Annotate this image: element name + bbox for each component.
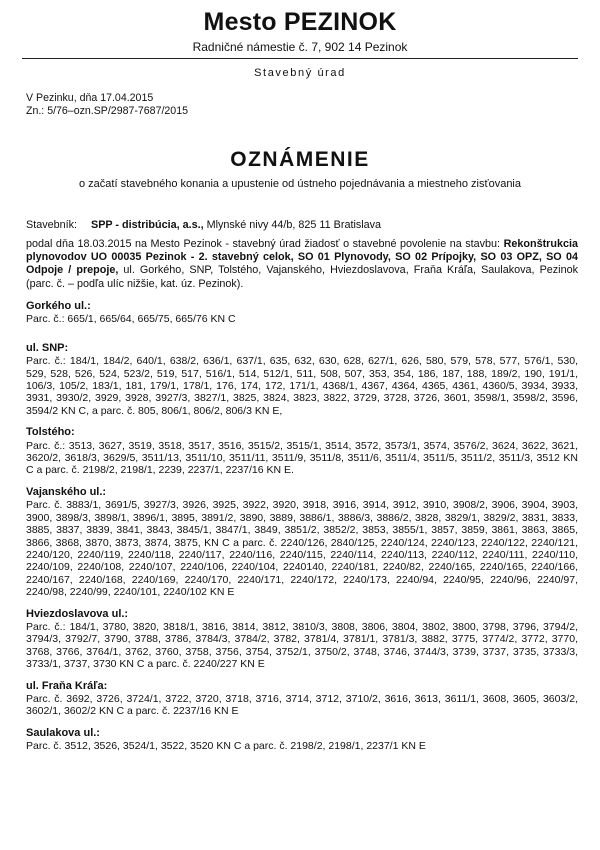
reference-number: Zn.: 5/76–ozn.SP/2987-7687/2015 [26,105,188,117]
section-snp [26,342,578,417]
section-body: Parc. č.: 3513, 3627, 3519, 3518, 3517, 3516, 3515/2, 3515/1, 3514, 3572, 3573/1, 3574, 3576/2, 3624, 3622, 3621, 3620/2, 3618/3, 3629/5, 3511/13, 3511/10, 3511/11, 3511/9, 3511/8, 3511/6, 3511/4, 3511/5, 3511/2, 3511/3, 3512 KN C a parc. č. 2198/2, 2198/1, 2239, 2237/1, 2237/16 KN E. [26,439,578,477]
section-vajanskeho [26,486,578,599]
section-heading: ul. Fraňa Kráľa: [26,679,108,692]
section-heading: Tolstého: [26,426,75,439]
section-heading: Gorkého ul.: [26,300,91,312]
section-body: Parc. č. 3883/1, 3691/5, 3927/3, 3926, 3925, 3922, 3920, 3918, 3916, 3914, 3912, 3910, 3908/2, 3906, 3904, 3903, 3900, 3898/3, 3898/1, 3896/1, 3895, 3891/2, 3890, 3889, 3886/1, 3886/3, 3886/2, 3828, 3829/1, 3829/2, 3831, 3833, 3885, 3837, 3839, 3841, 3843, 3845/1, 3847/1, 3849, 3851/2, 3852/2, 3853, 3855/1, 3857, 3859, 3861, 3863, 3865, 3866, 3868, 3870, 3873, 3874, 3875, KN C a parc. č. 2240/126, 2840/125, 2240/124, 2240/123, 2240/122, 2240/121, 2240/120, 2240/119, 2240/118, 2240/117, 2240/116, 2240/115, 2240/114, 2240/113, 2240/112, 2240/111, 2240/110, 2240/109, 2240/108, 2240/107, 2240/106, 2240/104, 2240140, 2240/181, 2240/82, 2240/165, 2240/165, 2240/166, 2240/167, 2240/168, 2240/169, 2240/170, 2240/171, 2240/172, 2240/173, 2240/94, 2240/95, 2240/96, 2240/97, 2240/98, 2240/99, 2240/101, 2240/102 KN E [26,499,578,599]
header-divider [22,58,578,59]
intro-text-1: podal dňa 18.03.2015 na Mesto Pezinok - stavebný úrad žiadosť o stavebné povolenie na stavbu: [26,238,504,250]
section-frana-krala [26,680,578,718]
municipality-title: Mesto PEZINOK [203,8,397,36]
section-body: Parc. č.: 665/1, 665/64, 665/75, 665/76 KN C [26,313,236,326]
office-name: Stavebný úrad [254,67,346,79]
document-subtitle: o začatí stavebného konania a upustenie od ústneho pojednávania a miestneho zisťovania [79,178,521,190]
section-heading: Vajanského ul.: [26,485,107,498]
section-saulakova [26,727,578,753]
intro-text-2: ul. Gorkého, SNP, Tolstého, Vajanského, Hviezdoslavova, Fraňa Kráľa, Saulakova, Pezinok (parc. č. – podľa ulíc nižšie, kat. úz. Pezinok). [26,264,578,290]
project-name: Rekonštrukcia plynovodov UO 00035 Pezinok - 2. stavebný celok, SO 01 Plynovody, SO 02 Prípojky, SO 03 OPZ, SO 04 Odpoje / prepoje, [26,238,578,277]
document-meta [26,92,188,118]
parcel-sections [26,300,578,762]
section-body: Parc. č.: 184/1, 184/2, 640/1, 638/2, 636/1, 637/1, 635, 632, 630, 628, 627/1, 626, 580, 579, 578, 577, 576/1, 530, 529, 528, 526, 524, 523/2, 519, 517, 516/1, 514, 512/1, 511, 508, 507, 353, 354, 186, 187, 188, 189/2, 190, 191/1, 106/3, 105/2, 183/1, 181, 179/1, 178/1, 176, 174, 172, 171/1, 4368/1, 4367, 4364, 4365, 4361, 4360/5, 3934, 3933, 3931, 3930/2, 3929, 3928, 3927/3, 3827/1, 3825, 3824, 3823, 3822, 3729, 3728, 3726, 3601, 3598/1, 3598/2, 3596, 3594/2 KN C, a parc. č. 805, 806/1, 806/2, 806/3 KN E, [26,355,578,417]
section-body: Parc. č. 3692, 3726, 3724/1, 3722, 3720, 3718, 3716, 3714, 3712, 3710/2, 3616, 3613, 3611/1, 3608, 3605, 3603/2, 3602/1, 3602/2 KN C a parc. č. 2237/16 KN E [26,692,578,718]
section-heading: ul. SNP: [26,341,69,354]
application-paragraph [26,238,578,291]
builder-address: Mlynské nivy 44/b, 825 11 Bratislava [206,219,382,231]
section-heading: Saulakova ul.: [26,726,100,739]
document-title: OZNÁMENIE [230,148,370,171]
builder-line [26,219,576,231]
section-tolsteho [26,426,578,477]
section-gorkeho [26,300,578,326]
municipality-address: Radničné námestie č. 7, 902 14 Pezinok [192,40,408,54]
section-hviezdoslavova [26,608,578,671]
section-body: Parc. č. 3512, 3526, 3524/1, 3522, 3520 KN C a parc. č. 2198/2, 2198/1, 2237/1 KN E [26,740,426,753]
builder-label: Stavebník: [26,219,78,231]
section-body: Parc. č.: 184/1, 3780, 3820, 3818/1, 3816, 3814, 3812, 3810/3, 3808, 3806, 3804, 3802, 3800, 3798, 3796, 3794/2, 3794/3, 3792/7, 3790, 3788, 3786, 3784/3, 3784/2, 3782, 3781/4, 3781/1, 3781/3, 3882, 3775, 3774/2, 3772, 3770, 3768, 3766, 3764/1, 3762, 3760, 3758, 3756, 3754, 3752/1, 3750/2, 3748, 3746, 3744/3, 3739, 3737, 3735, 3733/3, 3733/1, 3737, 3730 KN C a parc. č. 2240/227 KN E [26,620,578,671]
builder-name: SPP - distribúcia, a.s., [91,219,204,231]
section-heading: Hviezdoslavova ul.: [26,607,129,620]
place-date: V Pezinku, dňa 17.04.2015 [26,92,154,104]
